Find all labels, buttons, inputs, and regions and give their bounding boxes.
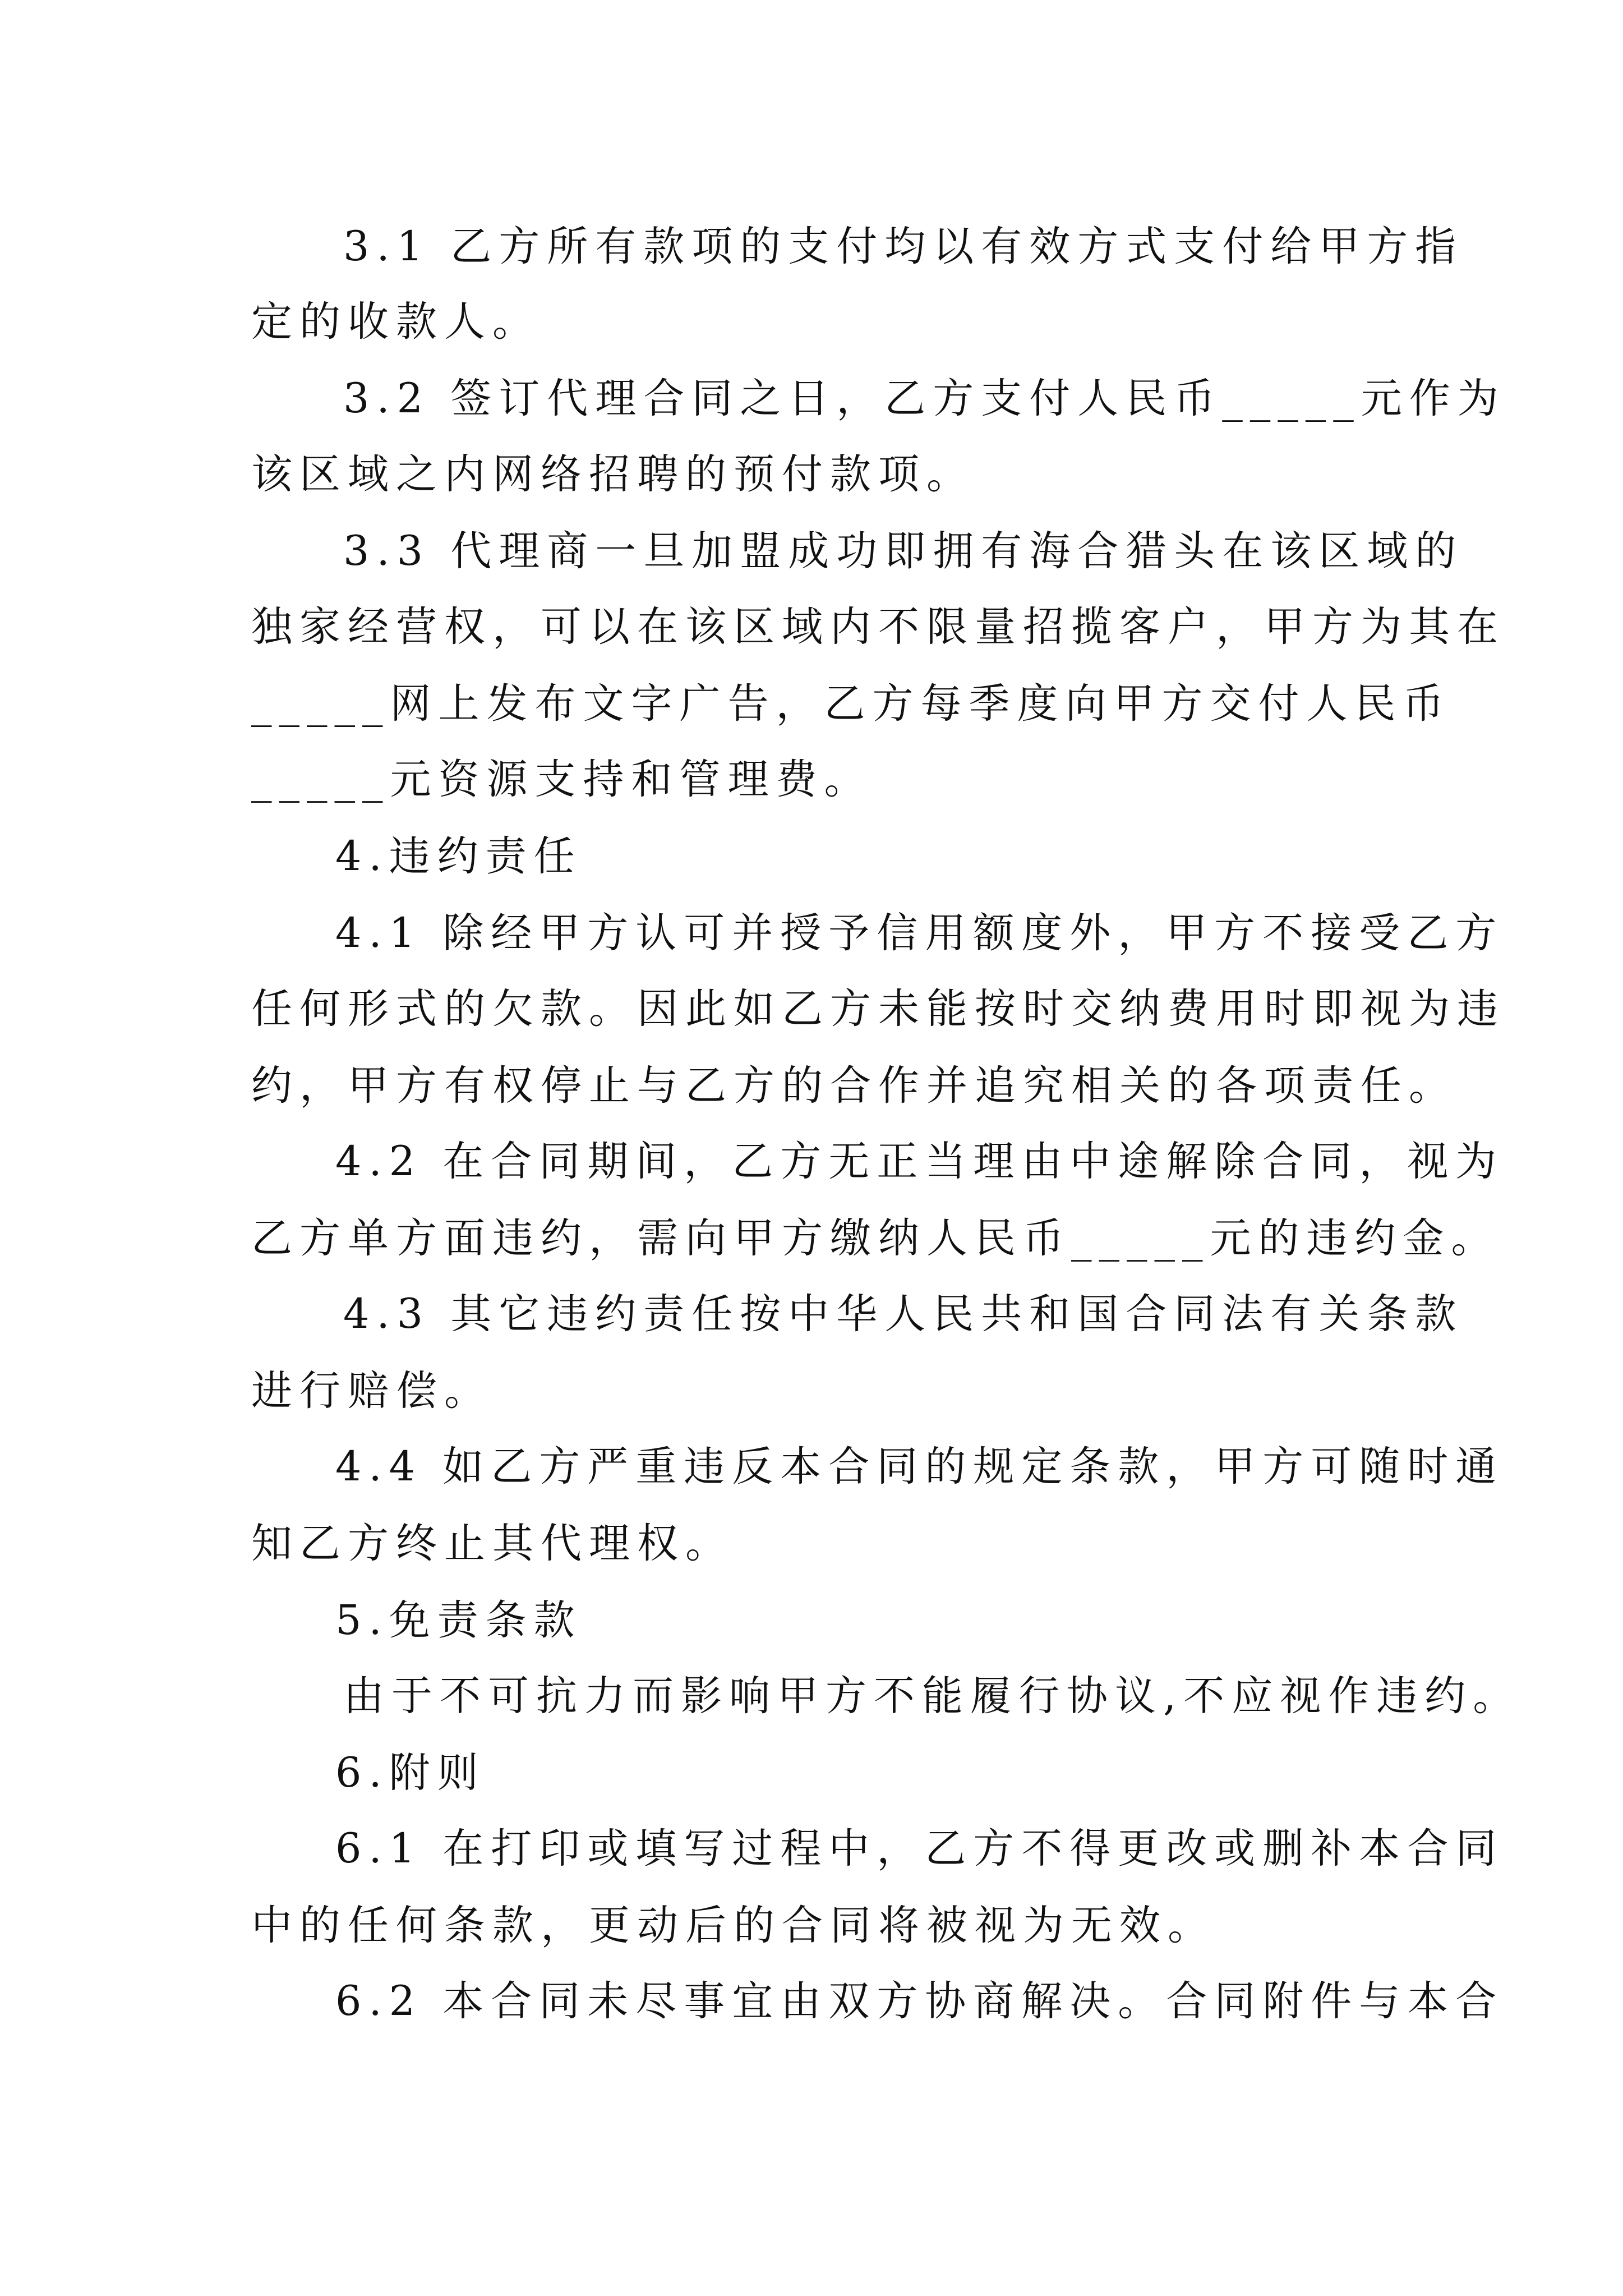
clause-3-3-line-3: _____网上发布文字广告，乙方每季度向甲方交付人民币	[251, 680, 1451, 728]
clause-6-1-line-2: 中的任何条款，更动后的合同将被视为无效。	[251, 1902, 1216, 1949]
clause-4-1-line-2: 任何形式的欠款。因此如乙方未能按时交纳费用时即视为违	[251, 985, 1505, 1033]
clause-3-1-line-1: 3.1 乙方所有款项的支付均以有效方式支付给甲方指	[343, 223, 1464, 270]
section-6-heading: 6.附则	[335, 1749, 486, 1797]
clause-3-1-line-2: 定的收款人。	[251, 298, 541, 346]
clause-3-2-line-1: 3.2 签订代理合同之日，乙方支付人民币_____元作为	[343, 375, 1506, 422]
clause-4-3-line-2: 进行赔偿。	[251, 1367, 492, 1415]
clause-3-2-line-2: 该区域之内网络招聘的预付款项。	[251, 450, 975, 498]
section-4-heading: 4.违约责任	[335, 832, 582, 880]
clause-4-4-line-2: 知乙方终止其代理权。	[251, 1520, 734, 1567]
clause-4-1-line-1: 4.1 除经甲方认可并授予信用额度外，甲方不接受乙方	[335, 909, 1504, 957]
clause-3-3-line-4: _____元资源支持和管理费。	[251, 756, 873, 803]
clause-3-3-line-1: 3.3 代理商一旦加盟成功即拥有海合猎头在该区域的	[343, 527, 1464, 575]
clause-4-2-line-2: 乙方单方面违约，需向甲方缴纳人民币_____元的违约金。	[251, 1214, 1500, 1262]
clause-5-text: 由于不可抗力而影响甲方不能履行协议,不应视作违约。	[343, 1672, 1521, 1720]
clause-3-3-line-2: 独家经营权，可以在该区域内不限量招揽客户，甲方为其在	[251, 603, 1505, 651]
clause-6-1-line-1: 6.1 在打印或填写过程中，乙方不得更改或删补本合同	[335, 1825, 1504, 1872]
clause-6-2-line-1: 6.2 本合同未尽事宜由双方协商解决。合同附件与本合	[335, 1977, 1504, 2025]
clause-4-3-line-1: 4.3 其它违约责任按中华人民共和国合同法有关条款	[343, 1290, 1464, 1338]
clause-4-1-line-3: 约，甲方有权停止与乙方的合作并追究相关的各项责任。	[251, 1062, 1457, 1110]
section-5-heading: 5.免责条款	[335, 1596, 582, 1644]
clause-4-2-line-1: 4.2 在合同期间，乙方无正当理由中途解除合同，视为	[335, 1138, 1504, 1185]
clause-4-4-line-1: 4.4 如乙方严重违反本合同的规定条款，甲方可随时通	[335, 1443, 1504, 1490]
